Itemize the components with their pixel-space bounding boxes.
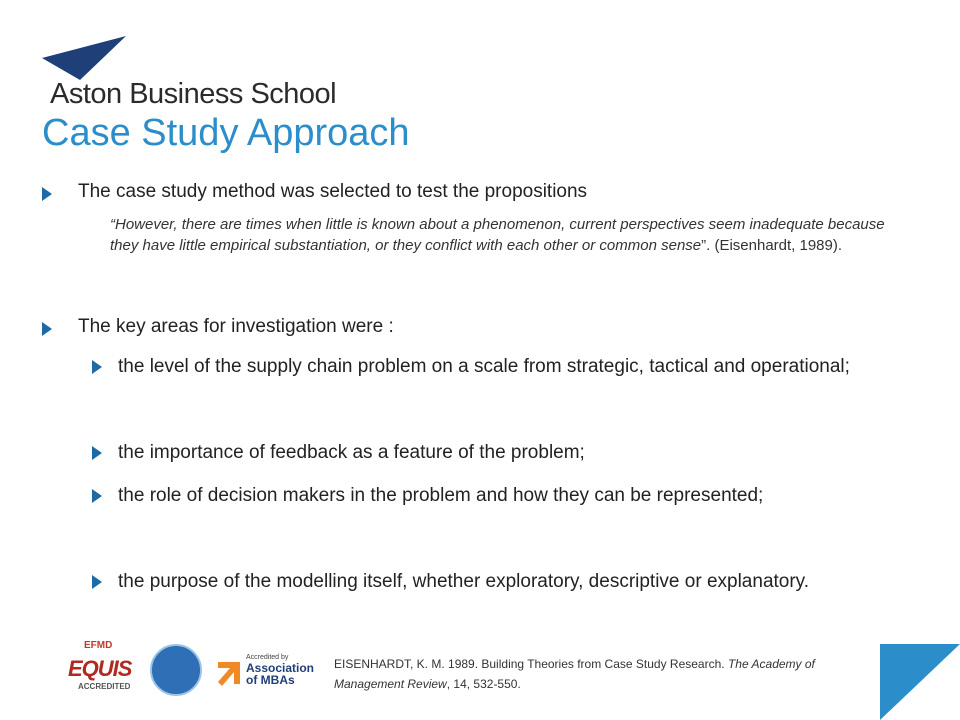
bullet-key-areas	[42, 316, 922, 338]
reference-volume: , 14	[446, 677, 467, 691]
quote-citation: ”. (Eisenhardt, 1989).	[701, 237, 843, 254]
page-title: Case Study Approach	[42, 112, 410, 154]
bullet-case-study	[42, 181, 922, 203]
amba-name	[246, 662, 314, 686]
bullet-arrow-icon	[42, 187, 52, 201]
amba-line1: Association	[246, 661, 315, 675]
bullet-arrow-icon	[92, 575, 102, 589]
university-seal-icon	[150, 644, 202, 696]
bullet-text: The case study method was selected to test the propositions	[78, 181, 588, 202]
aston-logo	[40, 36, 340, 108]
bullet-arrow-icon	[92, 489, 102, 503]
eisenhardt-quote	[110, 214, 890, 256]
sub-bullet-text: the importance of feedback as a feature of the problem;	[118, 442, 585, 463]
bullet-arrow-icon	[92, 446, 102, 460]
bullet-arrow-icon	[42, 322, 52, 336]
sub-bullet	[92, 348, 922, 386]
logo-text: Aston Business School	[50, 78, 337, 110]
amba-arrow-icon	[218, 658, 244, 688]
bullet-text: The key areas for investigation were :	[78, 316, 394, 337]
sub-bullet	[92, 477, 922, 515]
sub-bullet	[92, 563, 922, 601]
corner-decoration-icon	[880, 644, 960, 720]
amba-logo	[218, 654, 315, 690]
reference-pages: , 532-550.	[466, 677, 521, 691]
equis-logo	[56, 638, 136, 694]
equis-main-text: EQUIS	[68, 656, 132, 681]
amba-small-text: Accredited by	[246, 654, 289, 661]
amba-line2: of MBAs	[246, 673, 295, 687]
equis-top-text: EFMD	[84, 640, 113, 651]
bullet-arrow-icon	[92, 360, 102, 374]
reference-text: EISENHARDT, K. M. 1989. Building Theories from Case Study Research.	[334, 657, 728, 671]
sub-bullet-text: the purpose of the modelling itself, whether exploratory, descriptive or explanatory.	[118, 571, 810, 592]
reference-journal: The Academy of Management Review	[334, 657, 815, 691]
quote-text: “However, there are times when little is known about a phenomenon, current perspectives seem inadequate because they have little empirical substantiation, or they conflict with each other or common sense	[110, 216, 885, 254]
sub-bullet-text: the level of the supply chain problem on a scale from strategic, tactical and operational;	[118, 356, 850, 377]
sub-bullet-text: the role of decision makers in the problem and how they can be represented;	[118, 485, 764, 506]
reference-citation	[334, 654, 854, 694]
equis-bottom-text: ACCREDITED	[78, 682, 131, 691]
logo-chevron-icon	[40, 36, 140, 80]
sub-bullet	[92, 434, 922, 472]
